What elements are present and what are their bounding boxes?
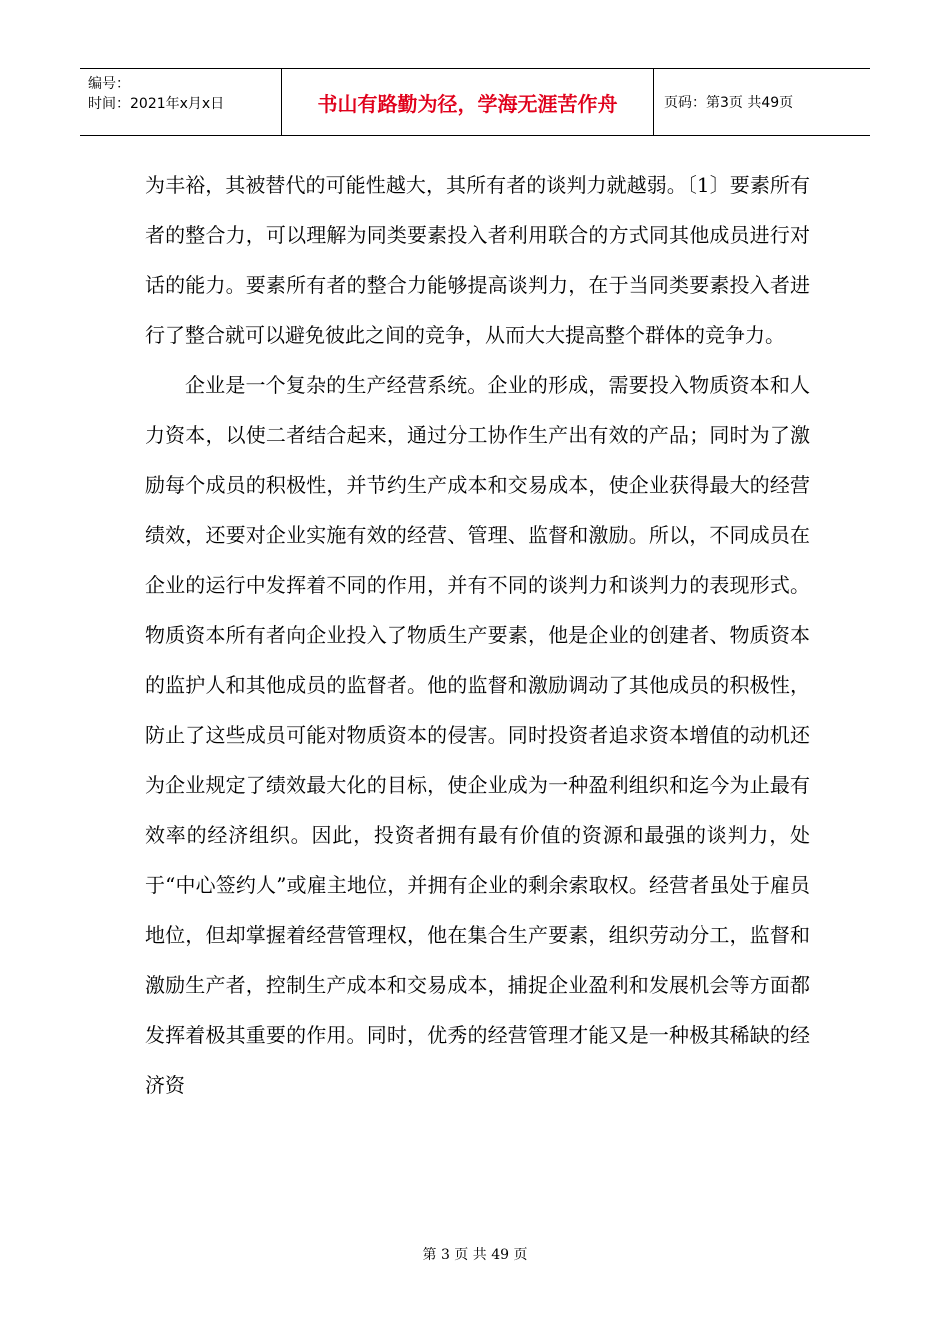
body-paragraph: 企业是一个复杂的生产经营系统。企业的形成，需要投入物质资本和人力资本，以使二者结合起来，通过分工协作生产出有效的产品；同时为了激励每个成员的积极性，并节约生产成本和交易成本，使企业获得最大的经营绩效，还要对企业实施有效的经营、管理、监督和激励。所以，不同成员在企业的运行中发挥着不同的作用，并有不同的谈判力和谈判力的表现形式。物质资本所有者向企业投入了物质生产要素，他是企业的创建者、物质资本的监护人和其他成员的监督者。他的监督和激励调动了其他成员的积极性，防止了这些成员可能对物质资本的侵害。同时投资者追求资本增值的动机还为企业规定了绩效最大化的目标，使企业成为一种盈利组织和迄今为止最有效率的经济组织。因此，投资者拥有最有价值的资源和最强的谈判力，处于“中心签约人”或雇主地位，并拥有企业的剩余索取权。经营者虽处于雇员地位，但却掌握着经营管理权，他在集合生产要素，组织劳动分工，监督和激励生产者，控制生产成本和交易成本，捕捉企业盈利和发展机会等方面都发挥着极其重要的作用。同时，优秀的经营管理才能又是一种极其稀缺的经济资 [145,373,810,1097]
document-number-label: 编号： [88,76,130,92]
header-meta-cell [80,69,282,135]
document-body [145,160,810,1110]
header-page-info: 页码：第3页 共49页 [664,95,794,111]
header-motto: 书山有路勤为径，学海无涯苦作舟 [282,69,654,135]
page-header [80,68,870,136]
body-paragraph: 为丰裕，其被替代的可能性越大，其所有者的谈判力就越弱。〔1〕要素所有者的整合力，可以理解为同类要素投入者利用联合的方式同其他成员进行对话的能力。要素所有者的整合力能够提高谈判力，在于当同类要素投入者进行了整合就可以避免彼此之间的竞争，从而大大提高整个群体的竞争力。 [145,173,810,347]
document-time-label: 时间：2021年x月x日 [88,96,225,112]
page-footer: 第 3 页 共 49 页 [422,1247,528,1263]
